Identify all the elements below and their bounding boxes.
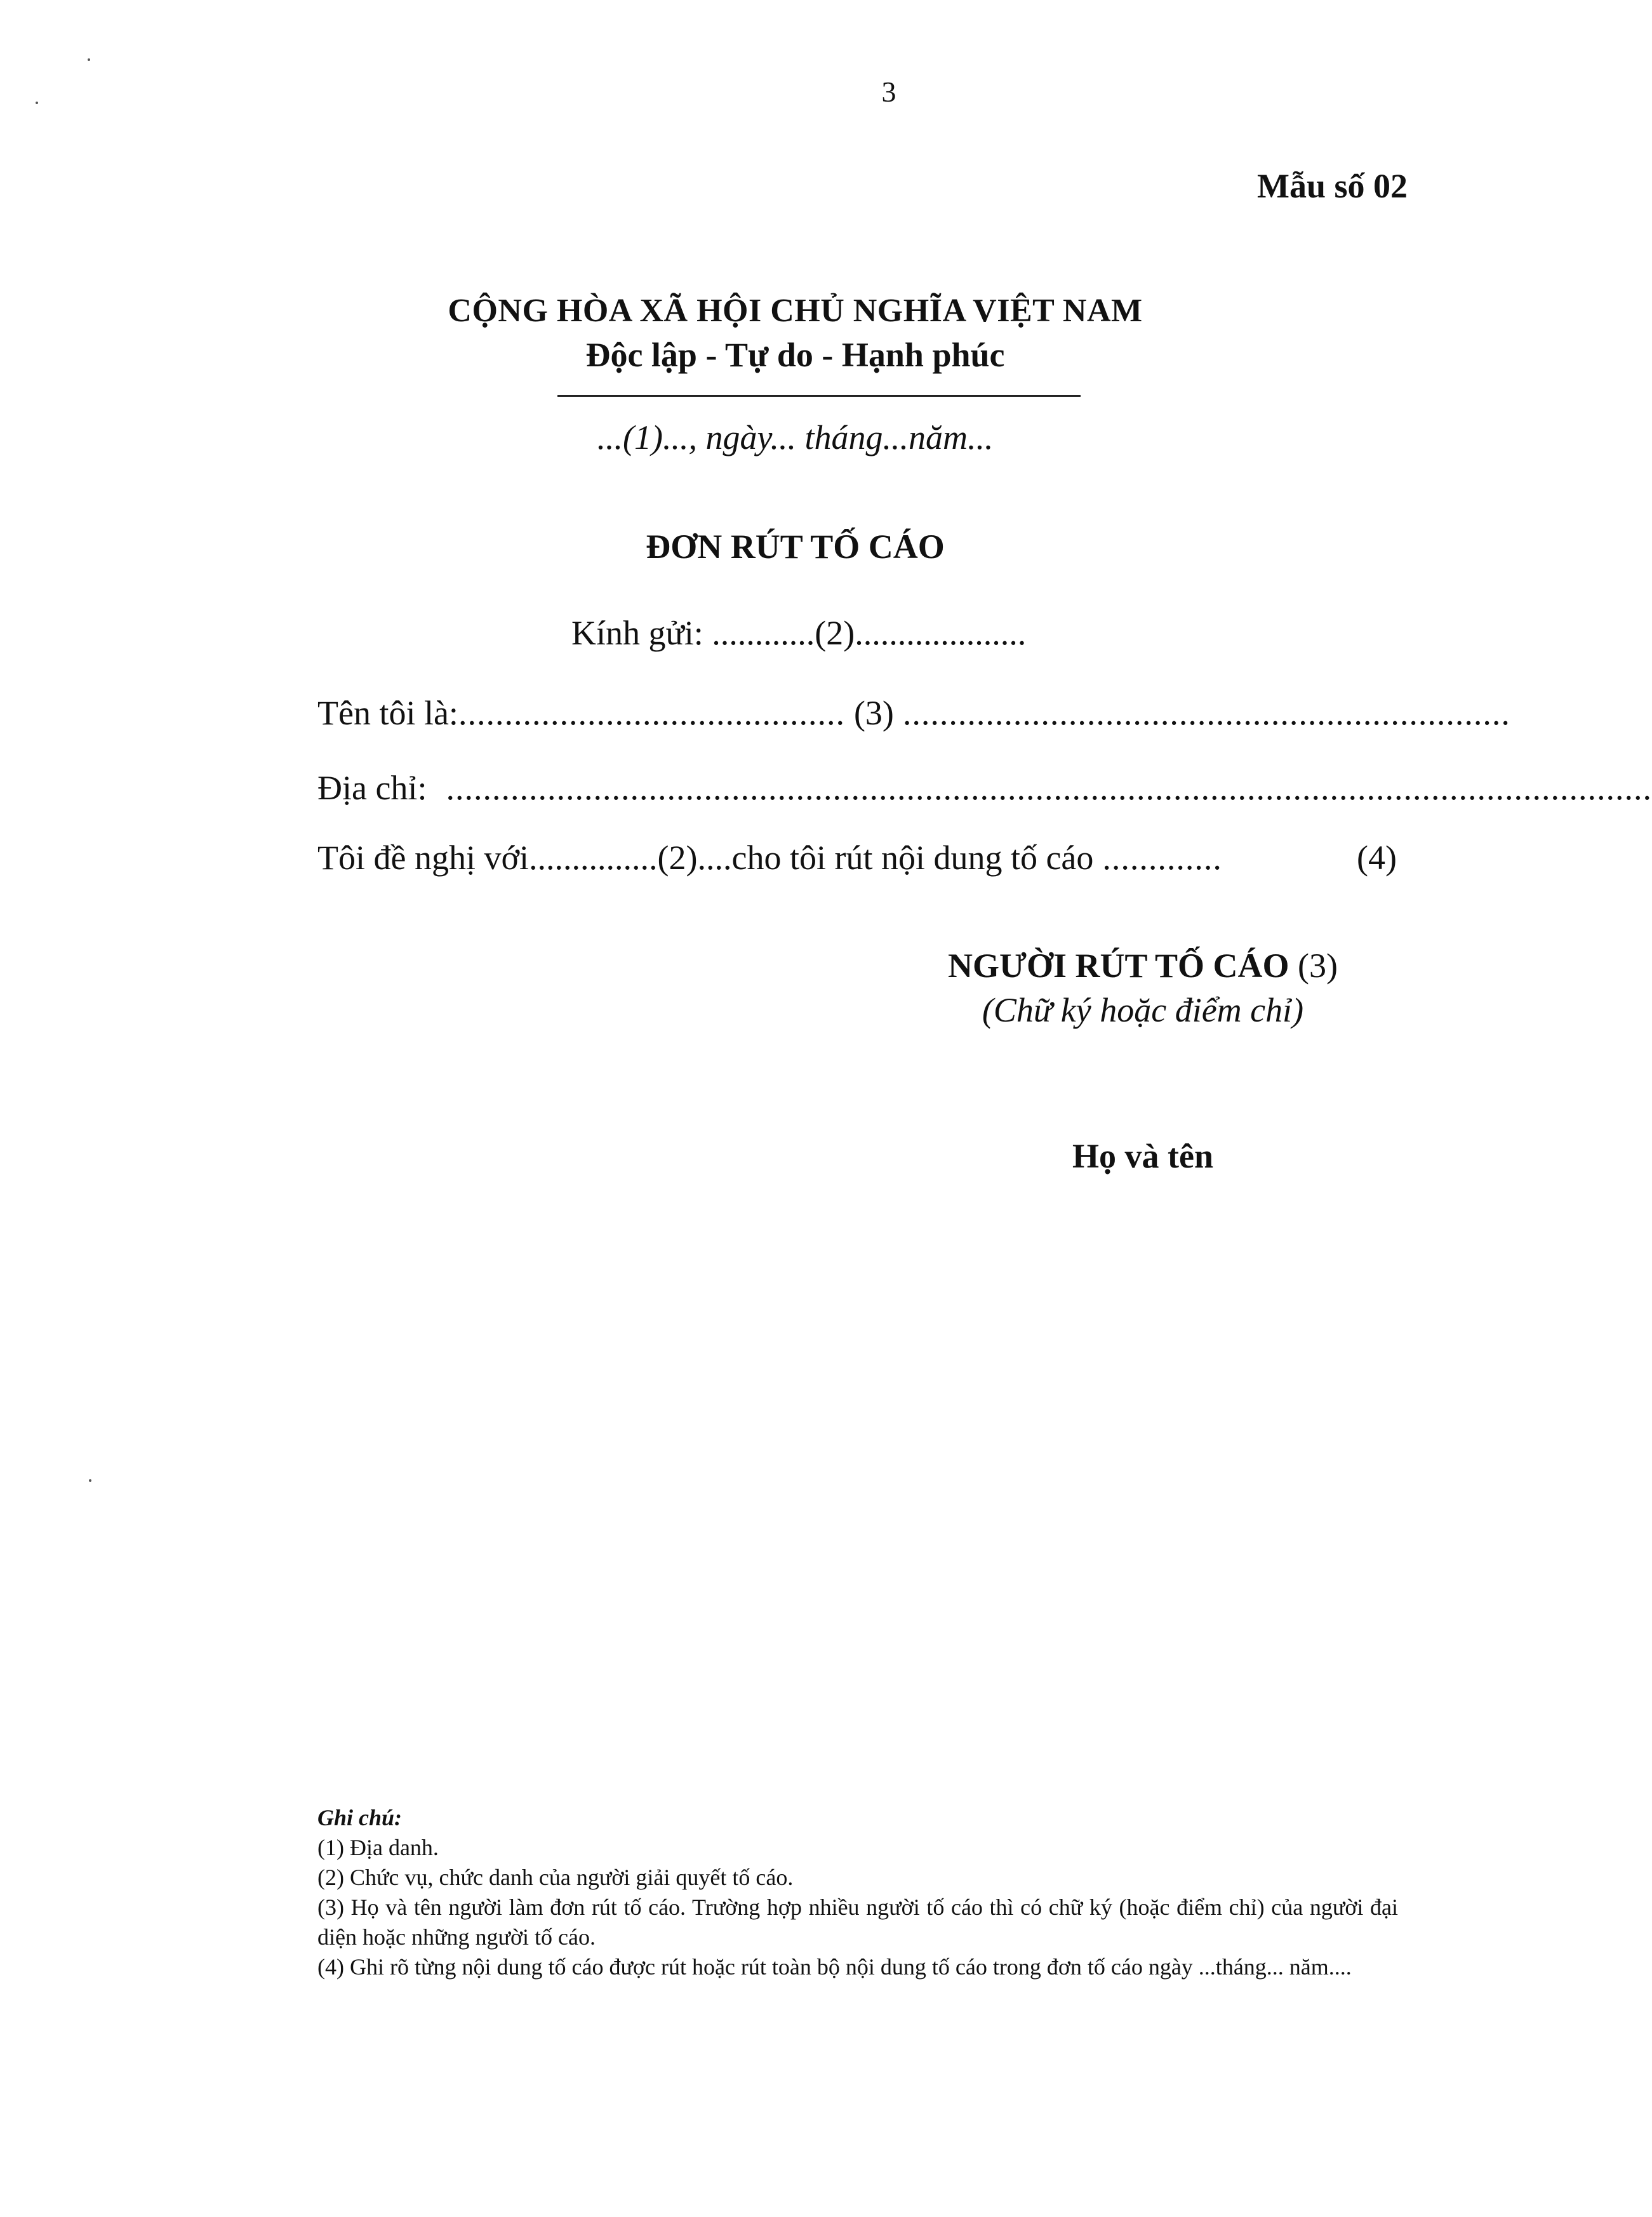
signer-note: (Chữ ký hoặc điểm chỉ) <box>982 991 1304 1029</box>
notes-section <box>317 1803 1398 1982</box>
form-code: Mẫu số 02 <box>1256 167 1408 205</box>
address-label: Địa chỉ: <box>317 769 427 807</box>
page-number: 3 <box>881 76 896 108</box>
note-item-3: (3) Họ và tên người làm đơn rút tố cáo. Trường hợp nhiều người tố cáo thì có chữ ký (hoặc điểm chỉ) của người đại diện hoặc những người tố cáo. <box>317 1894 1398 1950</box>
signer-name-label: Họ và tên <box>1072 1137 1213 1175</box>
signer-title-marker: (3) <box>1298 947 1338 985</box>
recipient-line <box>571 613 1026 653</box>
recipient-dots-before: ............ <box>712 614 815 652</box>
address-dots: ................................................................................................................................... <box>446 769 1652 807</box>
name-marker: (3) <box>853 694 894 732</box>
scan-speck <box>36 102 38 104</box>
scan-speck <box>88 58 90 61</box>
note-item-1: (1) Địa danh. <box>317 1835 439 1860</box>
request-field-row <box>317 838 1397 877</box>
motto: Độc lập - Tự do - Hạnh phúc <box>585 336 1005 374</box>
motto-underline <box>557 395 1081 397</box>
request-label: Tôi đề nghị với <box>317 839 530 877</box>
address-field-row <box>317 768 1652 808</box>
recipient-marker: (2) <box>815 614 855 652</box>
place-date-line: ...(1)..., ngày... tháng...năm... <box>597 418 994 456</box>
request-dots-mid: .... <box>697 839 732 877</box>
request-dots-before: ............... <box>529 839 658 877</box>
name-dots-after: .................................................................. <box>902 694 1510 732</box>
request-end-marker: (4) <box>1357 839 1397 877</box>
request-marker: (2) <box>657 839 698 877</box>
signer-title <box>825 946 1460 985</box>
name-field-row <box>317 693 1510 733</box>
recipient-label: Kính gửi: <box>571 614 703 652</box>
name-dots-before: .......................................... <box>458 694 845 732</box>
nation-heading: CỘNG HÒA XÃ HỘI CHỦ NGHĨA VIỆT NAM <box>448 293 1143 329</box>
notes-heading: Ghi chú: <box>317 1805 403 1830</box>
note-item-4: (4) Ghi rõ từng nội dung tố cáo được rút hoặc rút toàn bộ nội dung tố cáo trong đơn tố cáo ngày ...tháng... năm.... <box>317 1954 1352 1980</box>
signer-title-text: NGƯỜI RÚT TỐ CÁO <box>947 947 1289 985</box>
request-dots-after: ............. <box>1102 839 1222 877</box>
request-text: cho tôi rút nội dung tố cáo <box>731 839 1094 877</box>
scan-speck <box>89 1479 91 1482</box>
recipient-dots-after: .................... <box>855 614 1027 652</box>
note-item-2: (2) Chức vụ, chức danh của người giải quyết tố cáo. <box>317 1865 794 1890</box>
name-label: Tên tôi là: <box>317 694 458 732</box>
document-title: ĐƠN RÚT TỐ CÁO <box>646 528 945 566</box>
